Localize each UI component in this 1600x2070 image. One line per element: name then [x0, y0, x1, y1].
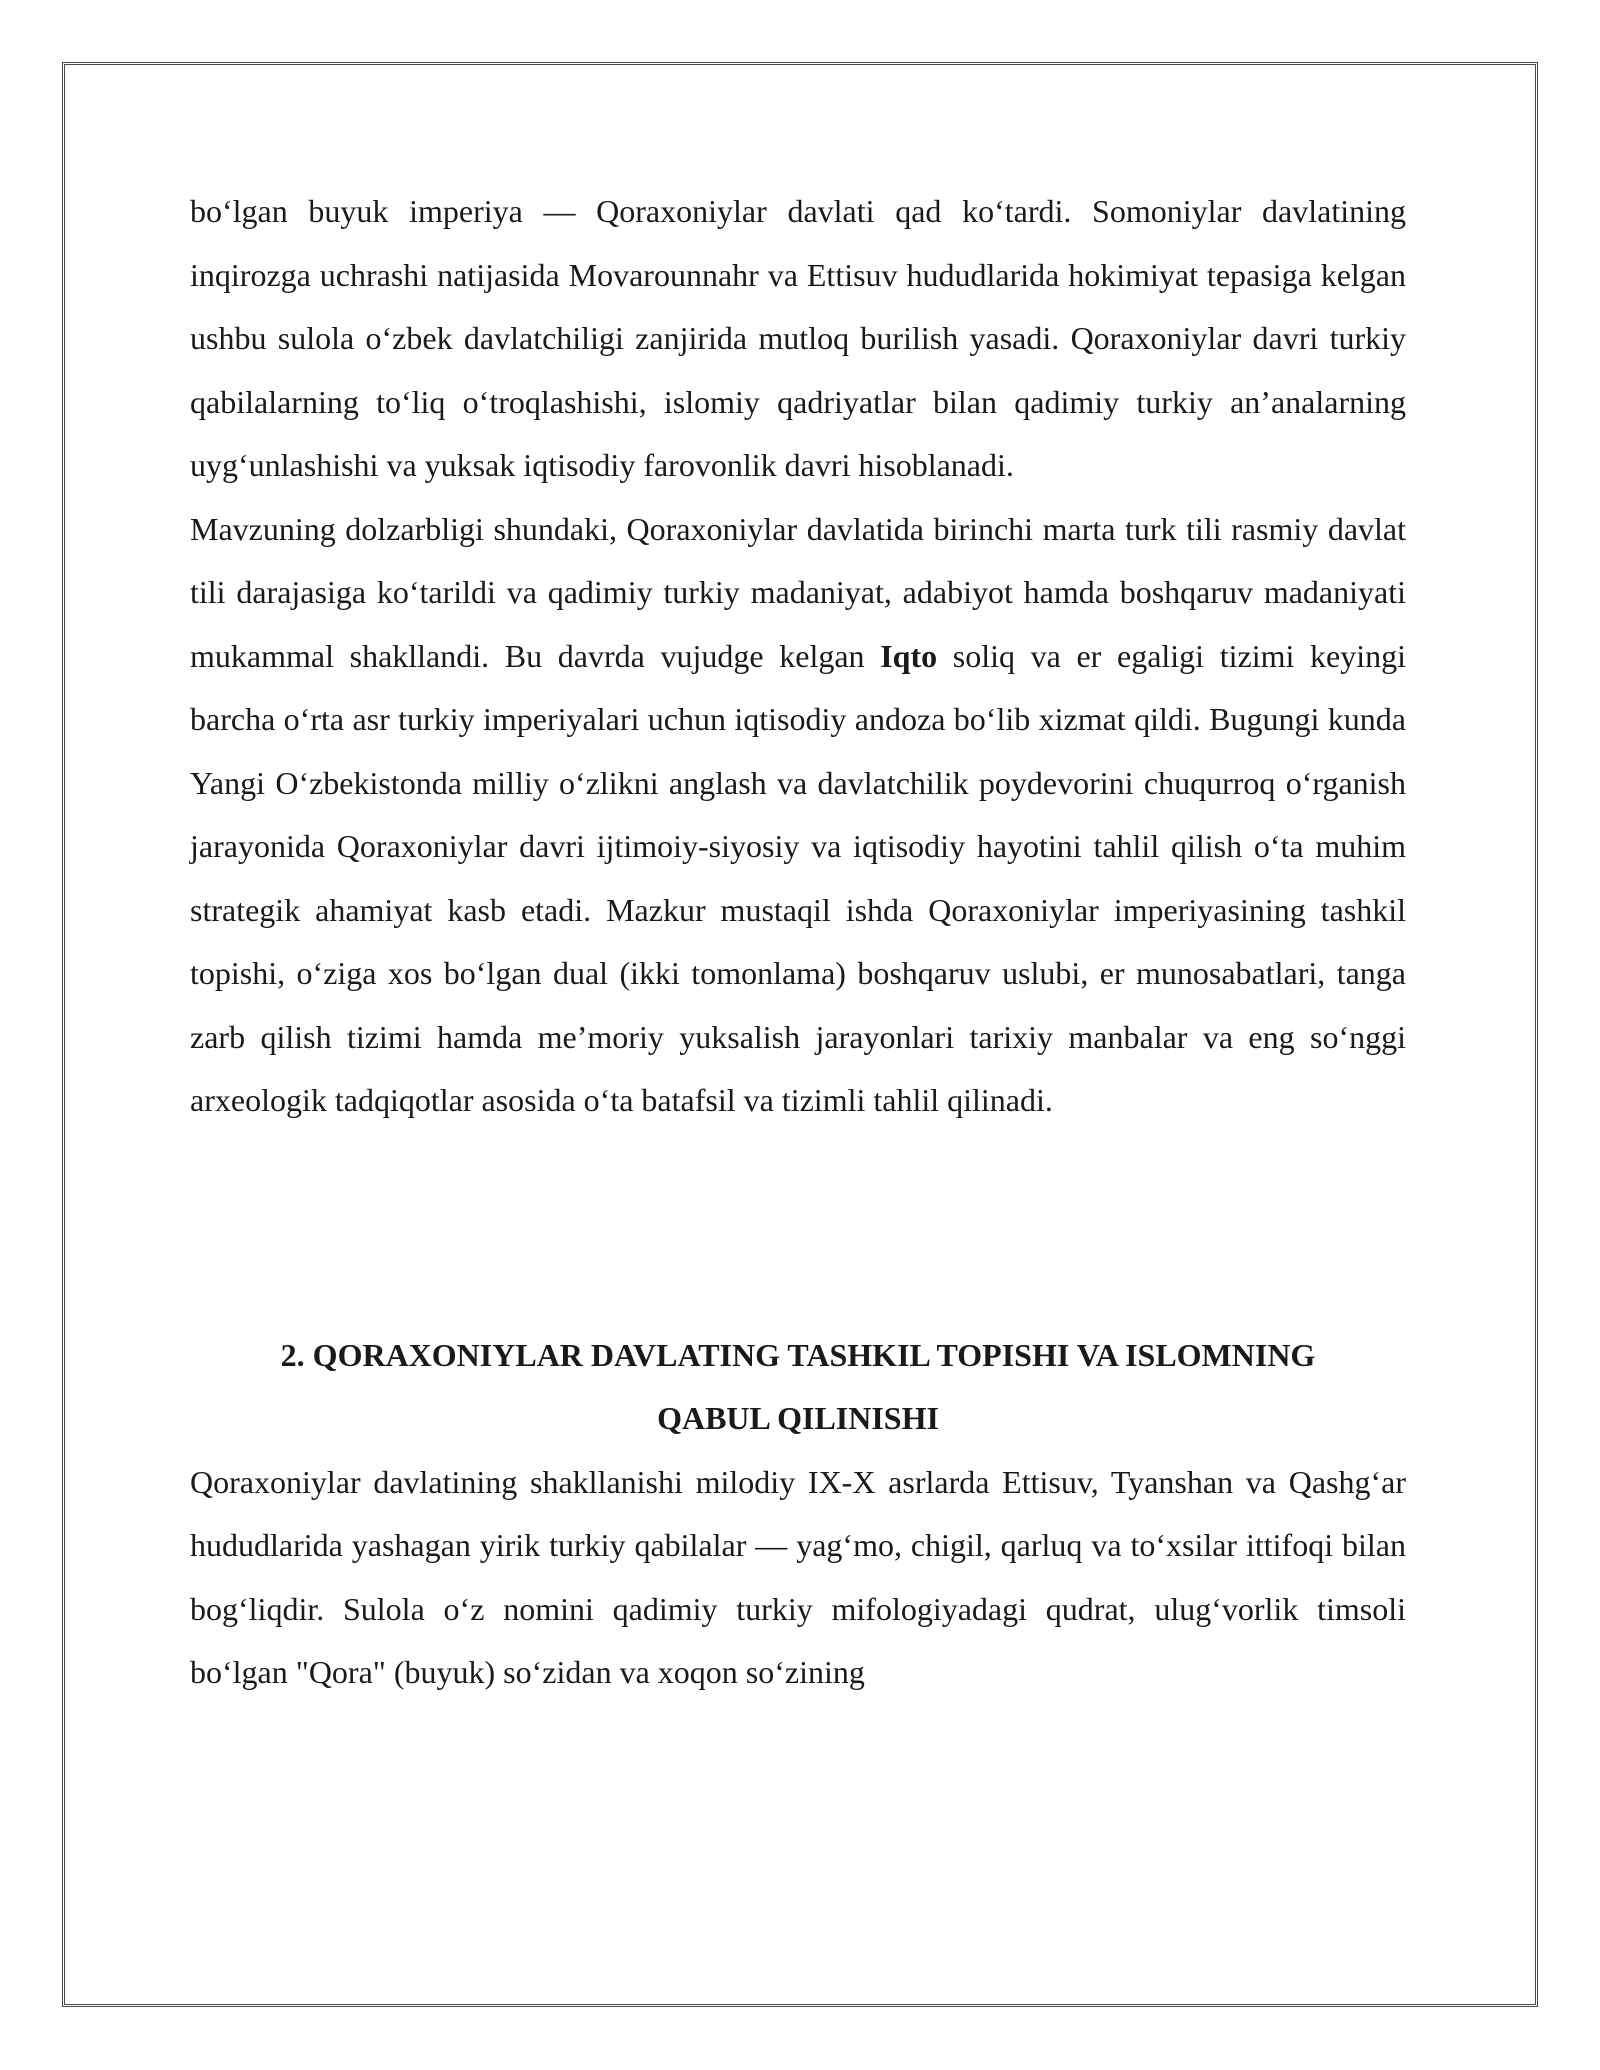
section-spacer	[190, 1133, 1406, 1324]
relevance-text-start: Mavzuning dolzarbligi shundaki, Qoraxoniylar davlatida birinchi marta turk tili rasmiy davlat tili darajasiga ko‘tarildi va qadimiy turkiy madaniyat, adabiyot hamda boshqaruv madaniyati mukammal shakllandi. Bu davrda vujudge kelgan	[190, 510, 1406, 674]
section-heading-line-2: QABUL QILINISHI	[657, 1400, 939, 1436]
paragraph-formation: Qoraxoniylar davlatining shakllanishi milodiy IX-X asrlarda Ettisuv, Tyanshan va Qashg‘ar hududlarida yashagan yirik turkiy qabilalar — yag‘mo, chigil, qarluq va to‘xsilar ittifoqi bilan bog‘liqdir. Sulola o‘z nomini qadimiy turkiy mifologiyadagi qudrat, ulug‘vorlik timsoli bo‘lgan "Qora" (buyuk) so‘zidan va xoqon so‘zining	[190, 1463, 1406, 1690]
section-heading-line-1: 2. QORAXONIYLAR DAVLATING TASHKIL TOPISHI VA ISLOMNING	[280, 1336, 1316, 1373]
iqto-term: Iqto	[880, 637, 938, 674]
paragraph-intro-continuation: bo‘lgan buyuk imperiya — Qoraxoniylar davlati qad ko‘tardi. Somoniylar davlatining inqirozga uchrashi natijasida Movarounnahr va Ettisuv hududlarida hokimiyat tepasiga kelgan ushbu sulola o‘zbek davlatchiligi zanjirida mutloq burilish yasadi. Qoraxoniylar davri turkiy qabilalarning to‘liq o‘troqlashishi, islomiy qadriyatlar bilan qadimiy turkiy an’analarning uyg‘unlashishi va yuksak iqtisodiy farovonlik davri hisoblanadi.	[190, 193, 1406, 483]
relevance-text-end: soliq va er egaligi tizimi keyingi barcha o‘rta asr turkiy imperiyalari uchun iqtisodiy andoza bo‘lib xizmat qildi. Bugungi kunda Yangi O‘zbekistonda milliy o‘zlikni anglash va davlatchilik poydevorini chuqurroq o‘rganish jarayonida Qoraxoniylar davri ijtimoiy-siyosiy va iqtisodiy hayotini tahlil qilish o‘ta muhim strategik ahamiyat kasb etadi. Mazkur mustaqil ishda Qoraxoniylar imperiyasining tashkil topishi, o‘ziga xos bo‘lgan dual (ikki tomonlama) boshqaruv uslubi, er munosabatlari, tanga zarb qilish tizimi hamda me’moriy yuksalish jarayonlari tarixiy manbalar va eng so‘nggi arxeologik tadqiqotlar asosida o‘ta batafsil va tizimli tahlil qilinadi.	[190, 637, 1406, 1118]
section-heading	[190, 1324, 1406, 1451]
paragraph-relevance	[190, 498, 1406, 1133]
document-body	[190, 180, 1406, 1705]
